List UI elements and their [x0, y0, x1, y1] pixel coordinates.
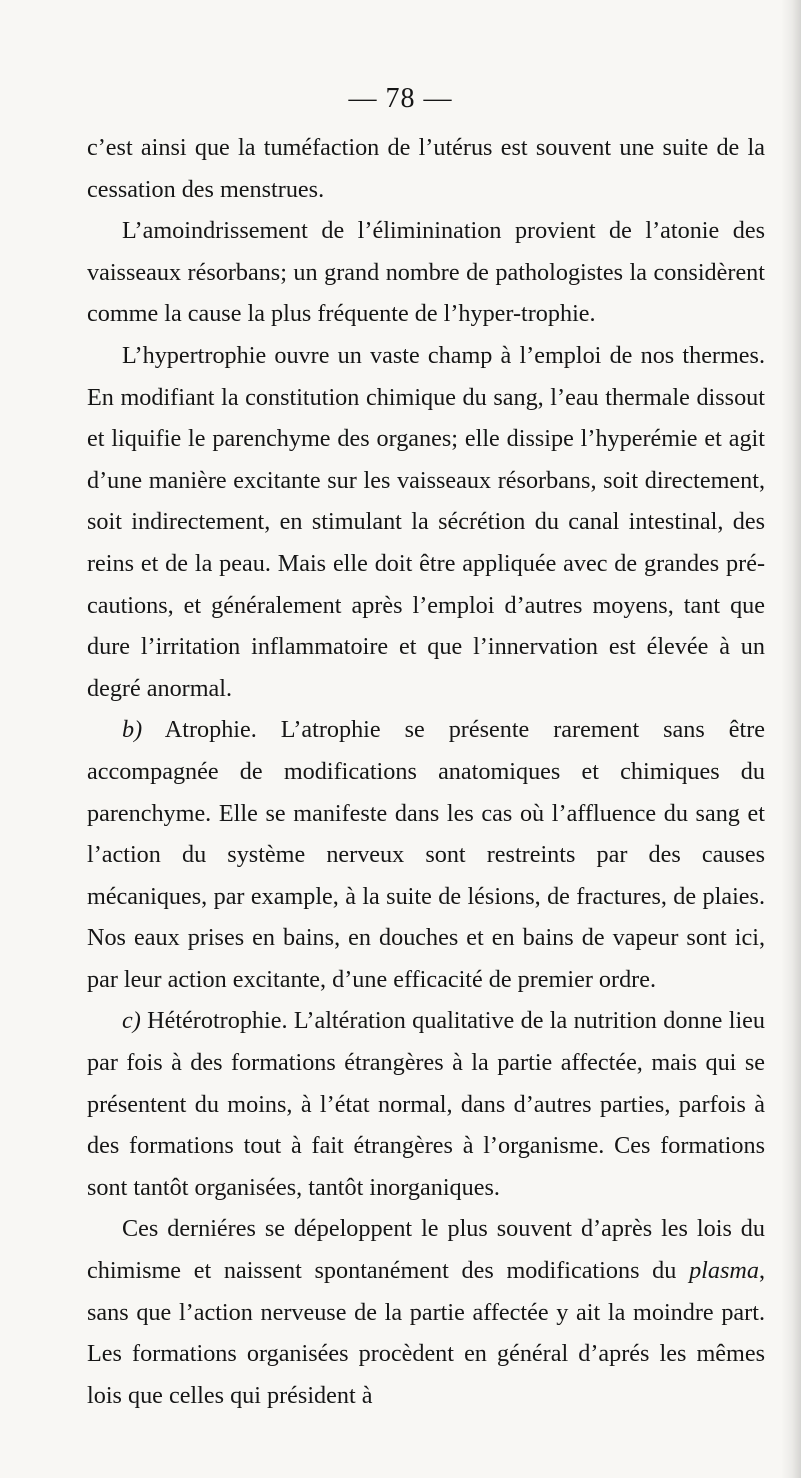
paragraph-dernieres-text-before: Ces derniéres se dépeloppent le plus souvent d’après les lois du chimisme et naissent spontanément des modifications du: [87, 1215, 765, 1285]
page-edge-shadow: [781, 0, 801, 1478]
paragraph-atrophie: [87, 709, 765, 1000]
paragraph-dernieres: [87, 1208, 765, 1416]
paragraph-hypertrophie: L’hypertrophie ouvre un vaste champ à l’emploi de nos thermes. En modifiant la constitution chimique du sang, l’eau thermale dissout et liquifie le parenchyme des organes; elle dissipe l’hyperémie et agit d’une manière excitante sur les vaisseaux résorbans, soit directement, soit indirectement, en stimulant la sécrétion du canal intestinal, des reins et de la peau. Mais elle doit être appliquée avec de grandes pré-cautions, et généralement après l’emploi d’autres moyens, tant que dure l’irritation inflammatoire et que l’innervation est élevée à un degré anormal.: [87, 341, 765, 702]
paragraph-dernieres-text-after: , sans que l’action nerveuse de la partie affectée y ait la moindre part. Les formations organisées procèdent en général d’aprés les mêmes lois que celles qui président à: [87, 1257, 765, 1409]
paragraph-atrophie-text: Atrophie. L’atrophie se présente rarement sans être accompagnée de modifications anatomiques et chimiques du parenchyme. Elle se manifeste dans les cas où l’affluence du sang et l’action du système nerveux sont restreints par des causes mécaniques, par example, à la suite de lésions, de fractures, de plaies. Nos eaux prises en bains, en douches et en bains de vapeur sont ici, par leur action excitante, d’une efficacité de premier ordre.: [87, 716, 765, 993]
paragraph-heterotrophie: [87, 1000, 765, 1208]
paragraph-amoindrissement: L’amoindrissement de l’éliminination provient de l’atonie des vaisseaux résorbans; un grand nombre de pathologistes la considèrent comme la cause la plus fréquente de l’hyper-trophie.: [87, 217, 765, 328]
section-label-c: c): [122, 1007, 141, 1035]
paragraph-continuation: c’est ainsi que la tuméfaction de l’utérus est souvent une suite de la cessation des menstrues.: [87, 134, 765, 203]
body-text: [87, 127, 765, 1416]
page-number: — 78 —: [348, 83, 453, 114]
section-label-b: b): [122, 716, 143, 744]
paragraph-heterotrophie-text: Hétérotrophie. L’altération qualitative de la nutrition donne lieu par fois à des formations étrangères à la partie affectée, mais qui se présentent du moins, à l’état normal, dans d’autres parties, parfois à des formations tout à fait étrangères à l’organisme. Ces formations sont tantôt organisées, tantôt inorganiques.: [87, 1007, 765, 1201]
italic-term-plasma: plasma: [689, 1257, 759, 1285]
